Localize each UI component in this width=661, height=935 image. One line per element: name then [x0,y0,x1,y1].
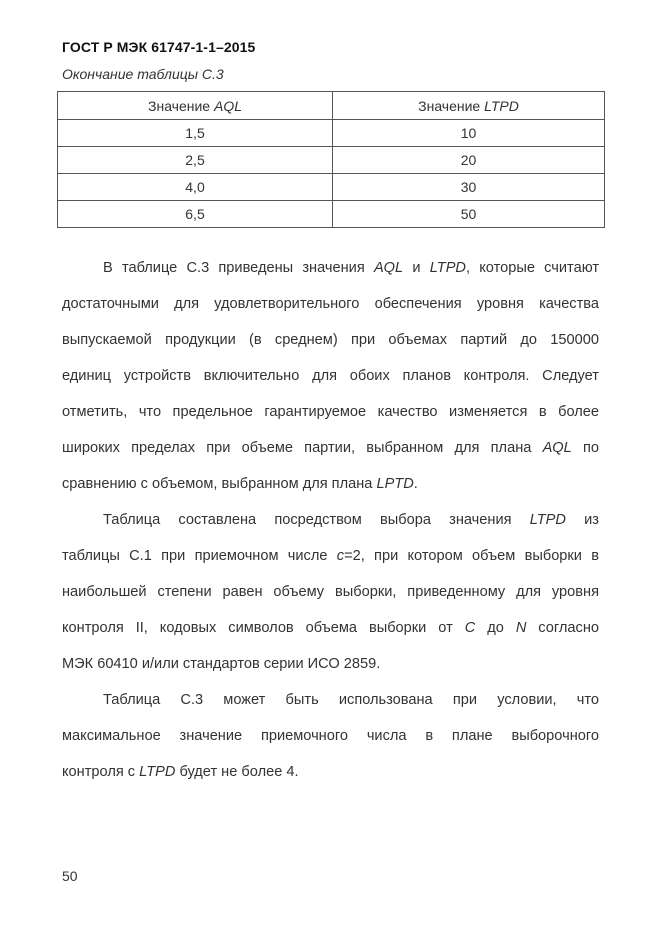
ltpd-value-cell: 20 [333,147,605,174]
table-caption: Окончание таблицы С.3 [62,66,224,82]
ltpd-value-cell: 30 [333,174,605,201]
text-run: В таблице С.3 приведены значения [103,260,374,276]
table-row [58,201,605,228]
text-run: по [571,440,600,456]
paragraph-3 [62,682,599,790]
italic-term: N [515,620,527,636]
text-line [62,466,599,502]
header-aql-term: AQL [213,97,242,114]
text-line [62,286,599,322]
italic-term: LPTD [376,476,414,492]
ltpd-value-cell: 50 [333,201,605,228]
italic-term: С [464,620,476,636]
text-run: и [403,260,430,276]
text-line [62,358,599,394]
page-number: 50 [62,868,78,884]
text-line [62,322,599,358]
text-run: достаточными для удовлетворительного обеспечения уровня качества [62,296,599,312]
header-ltpd [333,92,605,120]
text-run: =2, при котором объем выборки в [344,548,599,564]
text-line [62,538,599,574]
text-run: . [413,476,418,492]
text-run: согласно [526,620,599,636]
text-run: МЭК 60410 и/или стандартов серии ИСО 2859. [62,656,381,672]
italic-term: LTPD [529,512,566,528]
header-aql [58,92,333,120]
text-line [62,754,599,790]
aql-value-cell: 2,5 [58,147,333,174]
header-ltpd-term: LTPD [484,97,519,114]
text-run: контроля II, кодовых символов объема выборки от [62,620,465,636]
text-run: единиц устройств включительно для обоих планов контроля. Следует [62,368,599,384]
text-run: сравнению с объемом, выбранном для плана [62,476,377,492]
italic-term: LTPD [139,764,176,780]
text-line [62,574,599,610]
italic-term: AQL [373,260,404,276]
header-aql-prefix: Значение [148,97,214,114]
standard-code: ГОСТ Р МЭК 61747-1-1–2015 [62,39,256,55]
italic-term: AQL [542,440,572,456]
ltpd-value-cell: 10 [333,120,605,147]
italic-term: с [336,548,345,564]
text-run: Таблица С.3 может быть использована при условии, что [103,692,599,708]
values-table [57,91,605,228]
paragraph-1 [62,250,599,502]
text-run: максимальное значение приемочного числа в плане выборочного [62,728,599,744]
text-run: контроля с [62,764,140,780]
text-line [62,250,599,286]
text-run: , которые считают [465,260,600,276]
text-line [62,682,599,718]
italic-term: LTPD [429,260,466,276]
paragraph-2 [62,502,599,682]
table-header-row [58,92,605,120]
table-row [58,147,605,174]
text-line [62,718,599,754]
aql-value-cell: 6,5 [58,201,333,228]
text-line [62,646,599,682]
text-line [62,430,599,466]
text-run: выпускаемой продукции (в среднем) при объемах партий до 150000 [62,332,599,348]
text-line [62,502,599,538]
text-run: будет не более 4. [175,764,299,780]
table-row [58,120,605,147]
text-line [62,610,599,646]
table-row [58,174,605,201]
aql-value-cell: 4,0 [58,174,333,201]
aql-value-cell: 1,5 [58,120,333,147]
text-run: из [565,512,599,528]
text-run: наибольшей степени равен объему выборки, приведенному для уровня [62,584,599,600]
text-run: Таблица составлена посредством выбора значения [103,512,530,528]
header-ltpd-prefix: Значение [418,97,485,114]
text-line [62,394,599,430]
text-run: отметить, что предельное гарантируемое качество изменяется в более [62,404,599,420]
text-run: таблицы С.1 при приемочном числе [62,548,337,564]
text-run: до [475,620,516,636]
text-run: широких пределах при объеме партии, выбранном для плана [62,440,543,456]
